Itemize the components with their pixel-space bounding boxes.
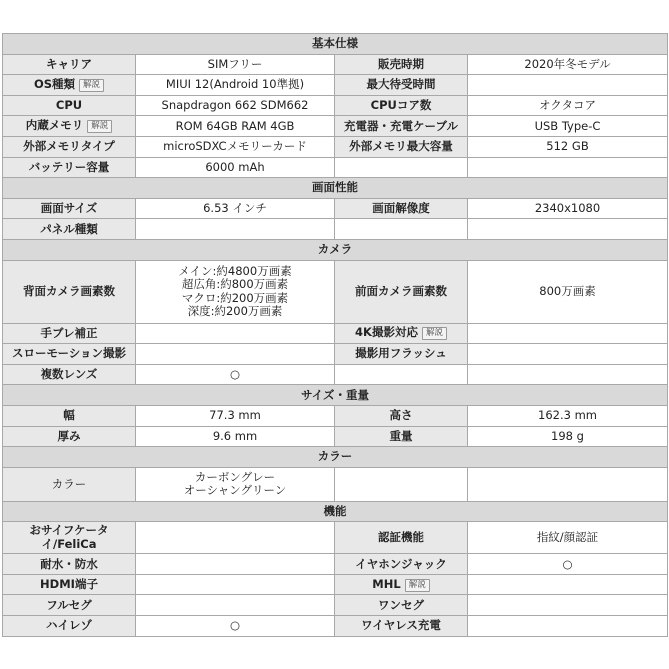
- spec-label: フルセグ: [3, 595, 136, 616]
- help-button[interactable]: 解説: [405, 579, 430, 592]
- spec-value: 2020年冬モデル: [468, 54, 668, 75]
- table-row: [3, 574, 668, 595]
- spec-value: 162.3 mm: [468, 405, 668, 426]
- table-row: [3, 95, 668, 116]
- spec-value: USB Type-C: [468, 116, 668, 137]
- spec-value: 512 GB: [468, 136, 668, 157]
- spec-value: [136, 595, 335, 616]
- section-size: [3, 385, 668, 406]
- spec-value: [136, 574, 335, 595]
- spec-label: HDMI端子: [3, 574, 136, 595]
- table-row: [3, 323, 668, 344]
- spec-value: [468, 75, 668, 96]
- help-button[interactable]: 解説: [79, 79, 104, 92]
- spec-value: [136, 344, 335, 365]
- spec-value: Snapdragon 662 SDM662: [136, 95, 335, 116]
- empty-cell: [468, 219, 668, 240]
- spec-value: [136, 554, 335, 575]
- circle-mark: ○: [136, 616, 335, 637]
- spec-label-text: MHL: [372, 576, 401, 591]
- rear-camera-line: 超広角:約800万画素: [181, 277, 289, 292]
- help-button[interactable]: 解説: [87, 120, 112, 133]
- table-row: [3, 595, 668, 616]
- spec-label: ハイレゾ: [3, 616, 136, 637]
- spec-label: 複数レンズ: [3, 364, 136, 385]
- section-basic: [3, 34, 668, 55]
- section-title: 画面性能: [3, 178, 668, 199]
- section-camera: [3, 239, 668, 260]
- section-title: カラー: [3, 447, 668, 468]
- spec-label: 背面カメラ画素数: [3, 260, 136, 323]
- spec-label: 外部メモリ最大容量: [335, 136, 468, 157]
- spec-value: 800万画素: [468, 260, 668, 323]
- table-row: [3, 364, 668, 385]
- spec-label: 重量: [335, 426, 468, 447]
- spec-label: おサイフケータイ/FeliCa: [3, 522, 136, 554]
- spec-label-4k: [335, 323, 468, 344]
- color-line: オーシャングリーン: [183, 483, 287, 498]
- table-row: [3, 157, 668, 178]
- empty-cell: [335, 219, 468, 240]
- table-row: [3, 344, 668, 365]
- section-title: 基本仕様: [3, 34, 668, 55]
- section-title: サイズ・重量: [3, 385, 668, 406]
- rear-camera-line: 深度:約200万画素: [187, 304, 283, 319]
- spec-label: 前面カメラ画素数: [335, 260, 468, 323]
- spec-value: 9.6 mm: [136, 426, 335, 447]
- color-value: [136, 467, 335, 501]
- spec-label-text: 内蔵メモリ: [25, 118, 84, 133]
- spec-value: [468, 595, 668, 616]
- spec-label: パネル種類: [3, 219, 136, 240]
- table-row: [3, 116, 668, 137]
- spec-label: キャリア: [3, 54, 136, 75]
- section-display: [3, 178, 668, 199]
- table-row: [3, 260, 668, 323]
- table-row: [3, 467, 668, 501]
- spec-value: MIUI 12(Android 10準拠): [136, 75, 335, 96]
- spec-label: 外部メモリタイプ: [3, 136, 136, 157]
- table-row: [3, 54, 668, 75]
- section-color: [3, 447, 668, 468]
- spec-label: 販売時期: [335, 54, 468, 75]
- help-button[interactable]: 解説: [422, 327, 447, 340]
- spec-value: オクタコア: [468, 95, 668, 116]
- section-features: [3, 501, 668, 522]
- spec-value: ROM 64GB RAM 4GB: [136, 116, 335, 137]
- spec-label: 充電器・充電ケーブル: [335, 116, 468, 137]
- rear-camera-value: [136, 260, 335, 323]
- table-row: [3, 75, 668, 96]
- empty-cell: [335, 157, 468, 178]
- spec-value: 6.53 インチ: [136, 198, 335, 219]
- spec-label: 耐水・防水: [3, 554, 136, 575]
- empty-cell: [468, 157, 668, 178]
- spec-label-memory: [3, 116, 136, 137]
- spec-value: [468, 616, 668, 637]
- table-row: [3, 219, 668, 240]
- spec-label: イヤホンジャック: [335, 554, 468, 575]
- spec-value: [468, 574, 668, 595]
- color-line: カーボングレー: [194, 469, 276, 484]
- spec-value: microSDXCメモリーカード: [136, 136, 335, 157]
- spec-value: 指紋/顔認証: [468, 522, 668, 554]
- spec-label: 画面サイズ: [3, 198, 136, 219]
- table-row: [3, 136, 668, 157]
- spec-label: 厚み: [3, 426, 136, 447]
- rear-camera-line: マクロ:約200万画素: [181, 290, 289, 305]
- table-row: [3, 522, 668, 554]
- spec-label: バッテリー容量: [3, 157, 136, 178]
- spec-value: [136, 522, 335, 554]
- spec-label: 最大待受時間: [335, 75, 468, 96]
- circle-mark: ○: [468, 554, 668, 575]
- section-title: 機能: [3, 501, 668, 522]
- circle-mark: ○: [136, 364, 335, 385]
- spec-label: スローモーション撮影: [3, 344, 136, 365]
- empty-cell: [468, 467, 668, 501]
- spec-value: 6000 mAh: [136, 157, 335, 178]
- spec-label: CPU: [3, 95, 136, 116]
- spec-label: 幅: [3, 405, 136, 426]
- spec-label: ワンセグ: [335, 595, 468, 616]
- spec-label: 高さ: [335, 405, 468, 426]
- spec-label: 撮影用フラッシュ: [335, 344, 468, 365]
- table-row: [3, 554, 668, 575]
- spec-label-text: 4K撮影対応: [355, 325, 418, 340]
- spec-value: 198 g: [468, 426, 668, 447]
- spec-label-mhl: [335, 574, 468, 595]
- table-row: [3, 198, 668, 219]
- section-title: カメラ: [3, 239, 668, 260]
- table-row: [3, 616, 668, 637]
- spec-label-os: [3, 75, 136, 96]
- spec-value: 2340x1080: [468, 198, 668, 219]
- spec-value: SIMフリー: [136, 54, 335, 75]
- table-row: [3, 426, 668, 447]
- empty-cell: [468, 364, 668, 385]
- spec-label: 手ブレ補正: [3, 323, 136, 344]
- spec-value: [468, 344, 668, 365]
- spec-label-text: OS種類: [33, 76, 76, 91]
- spec-label: 画面解像度: [335, 198, 468, 219]
- table-row: [3, 405, 668, 426]
- spec-value: [468, 323, 668, 344]
- spec-label: ワイヤレス充電: [335, 616, 468, 637]
- spec-value: [136, 323, 335, 344]
- spec-label: CPUコア数: [335, 95, 468, 116]
- spec-label: 認証機能: [335, 522, 468, 554]
- rear-camera-line: メイン:約4800万画素: [178, 263, 292, 278]
- spec-value: 77.3 mm: [136, 405, 335, 426]
- spec-value: [136, 219, 335, 240]
- empty-cell: [335, 364, 468, 385]
- spec-table: [2, 33, 668, 637]
- spec-label: カラー: [3, 467, 136, 501]
- empty-cell: [335, 467, 468, 501]
